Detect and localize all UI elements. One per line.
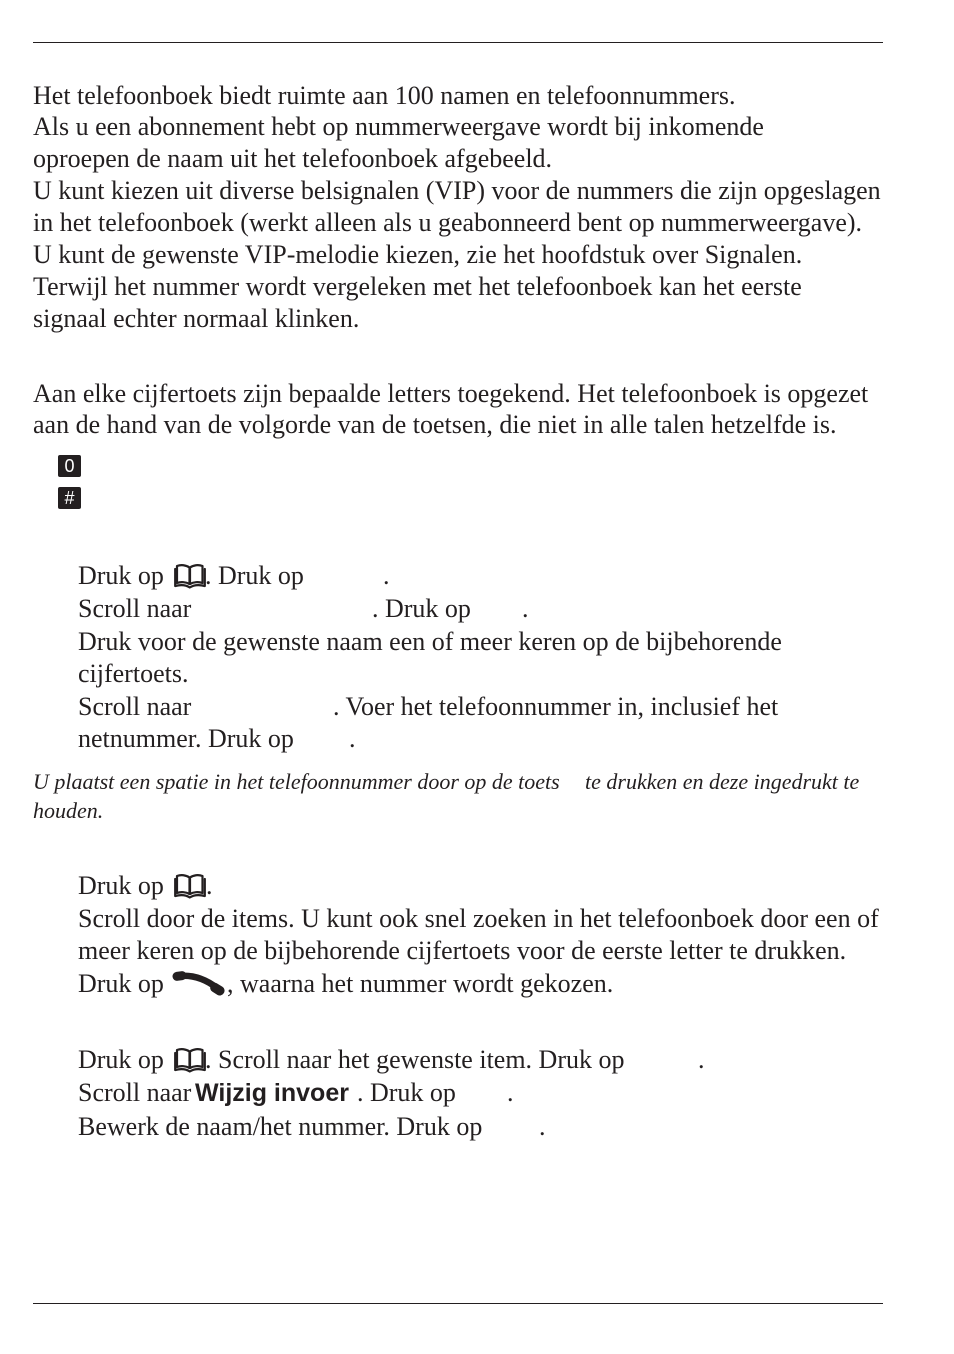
intro-line: signaal echter normaal klinken. (33, 304, 360, 333)
key-zero-badge: 0 (58, 455, 81, 477)
step-text: Scroll door de items. U kunt ook snel zoeken in het telefoonboek door een of (78, 904, 879, 933)
step-text: Scroll naar (78, 594, 192, 623)
letters-line: Aan elke cijfertoets zijn bepaalde letters toegekend. Het telefoonboek is opgezet (33, 379, 869, 408)
step-text: Druk op (78, 969, 164, 998)
step-text: . Druk op (372, 594, 471, 623)
phonebook-icon (174, 563, 206, 589)
intro-line: U kunt de gewenste VIP-melodie kiezen, zie het hoofdstuk over Signalen. (33, 240, 803, 269)
note-text: houden. (33, 798, 104, 823)
phonebook-icon (174, 873, 206, 899)
step-text: , waarna het nummer wordt gekozen. (227, 969, 614, 998)
step-text: . Voer het telefoonnummer in, inclusief het (333, 692, 779, 721)
note-text: te drukken en deze ingedrukt te (585, 769, 860, 794)
intro-line: U kunt kiezen uit diverse belsignalen (VIP) voor de nummers die zijn opgeslagen (33, 176, 881, 205)
bottom-rule (33, 1303, 883, 1304)
step-text: . (539, 1112, 546, 1141)
intro-line: Het telefoonboek biedt ruimte aan 100 namen en telefoonnummers. (33, 81, 736, 110)
step-text: . (383, 561, 390, 590)
step-text: cijfertoets. (78, 659, 189, 688)
step-text: . Scroll naar het gewenste item. Druk op (205, 1045, 625, 1074)
step-text: Bewerk de naam/het nummer. Druk op (78, 1112, 483, 1141)
step-text: meer keren op de bijbehorende cijfertoets voor de eerste letter te drukken. (78, 936, 847, 965)
step-text: Scroll naar (78, 1078, 192, 1107)
intro-line: Terwijl het nummer wordt vergeleken met het telefoonboek kan het eerste (33, 272, 802, 301)
wijzig-invoer-label: Wijzig invoer (195, 1079, 349, 1107)
step-text: Druk voor de gewenste naam een of meer keren op de bijbehorende (78, 627, 782, 656)
step-text: . (507, 1078, 514, 1107)
step-text: . (698, 1045, 705, 1074)
letters-line: aan de hand van de volgorde van de toetsen, die niet in alle talen hetzelfde is. (33, 410, 837, 439)
call-handset-icon (172, 969, 226, 996)
phonebook-icon (174, 1047, 206, 1073)
step-text: . (522, 594, 529, 623)
step-text: netnummer. Druk op (78, 724, 294, 753)
step-text: Scroll naar (78, 692, 192, 721)
step-text: . Druk op (205, 561, 304, 590)
intro-line: in het telefoonboek (werkt alleen als u geabonneerd bent op nummerweergave). (33, 208, 863, 237)
intro-line: Als u een abonnement hebt op nummerweergave wordt bij inkomende (33, 112, 764, 141)
step-text: . Druk op (357, 1078, 456, 1107)
step-text: Druk op (78, 561, 164, 590)
top-rule (33, 42, 883, 43)
step-text: Druk op (78, 871, 164, 900)
note-text: U plaatst een spatie in het telefoonnummer door op de toets (33, 769, 560, 794)
intro-line: oproepen de naam uit het telefoonboek afgebeeld. (33, 144, 553, 173)
key-hash-badge: # (58, 487, 81, 509)
step-text: . (349, 724, 356, 753)
step-text: Druk op (78, 1045, 164, 1074)
step-text: . (206, 871, 213, 900)
